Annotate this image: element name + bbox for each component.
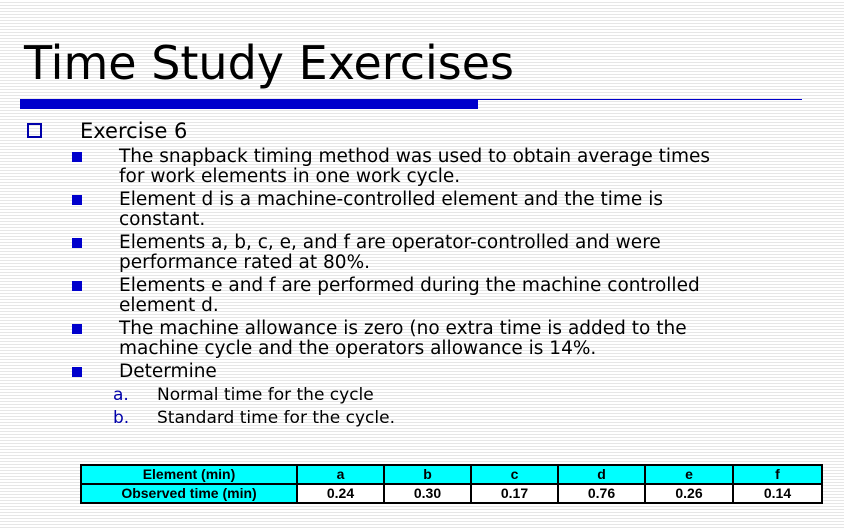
element-cell: f <box>733 465 822 484</box>
bullet-item <box>72 190 772 230</box>
bullet-item <box>72 147 772 187</box>
bullet-item <box>72 276 772 316</box>
exercise-label: Exercise 6 <box>80 119 188 143</box>
element-cell: c <box>471 465 558 484</box>
list-marker: a. <box>113 385 129 405</box>
bullet-line: Determine <box>119 361 217 382</box>
determine-text: Normal time for the cycle <box>157 385 374 405</box>
time-cell: 0.14 <box>733 484 822 503</box>
element-cell: e <box>645 465 733 484</box>
time-cell: 0.17 <box>471 484 558 503</box>
bullet-line: Elements a, b, c, e, and f are operator-controlled and were <box>119 232 661 253</box>
element-cell: a <box>297 465 384 484</box>
list-marker: b. <box>113 408 130 428</box>
bullet-line: Elements e and f are performed during the machine controlled <box>119 275 700 296</box>
bullet-line: constant. <box>119 208 206 230</box>
bullet-item <box>72 362 772 382</box>
time-cell: 0.30 <box>384 484 471 503</box>
bullet-line: for work elements in one work cycle. <box>119 165 461 187</box>
square-bullet-icon <box>72 152 82 162</box>
slide-title: Time Study Exercises <box>24 36 515 90</box>
bullet-line: The machine allowance is zero (no extra time is added to the <box>119 318 687 339</box>
square-bullet-icon <box>72 195 82 205</box>
table-row <box>81 465 822 484</box>
square-bullet-icon <box>72 281 82 291</box>
element-cell: b <box>384 465 471 484</box>
square-bullet-icon <box>72 367 82 377</box>
row-header: Element (min) <box>81 465 297 484</box>
bullet-item <box>72 319 772 359</box>
bullet-line: The snapback timing method was used to obtain average times <box>119 146 711 167</box>
bullet-line: element d. <box>119 294 219 316</box>
square-bullet-icon <box>72 238 82 248</box>
element-cell: d <box>558 465 645 484</box>
bullet-line: Element d is a machine-controlled element and the time is <box>119 189 663 210</box>
title-underline-thick <box>20 100 478 109</box>
time-cell: 0.24 <box>297 484 384 503</box>
row-header: Observed time (min) <box>81 484 297 503</box>
time-cell: 0.26 <box>645 484 733 503</box>
determine-text: Standard time for the cycle. <box>157 408 395 428</box>
square-bullet-icon <box>72 324 82 334</box>
bullet-line: performance rated at 80%. <box>119 251 371 273</box>
bullet-line: machine cycle and the operators allowance is 14%. <box>119 337 597 359</box>
observed-times-table <box>80 464 823 504</box>
bullet-item <box>72 233 772 273</box>
hollow-square-bullet-icon <box>27 123 42 138</box>
table-row <box>81 484 822 503</box>
time-cell: 0.76 <box>558 484 645 503</box>
